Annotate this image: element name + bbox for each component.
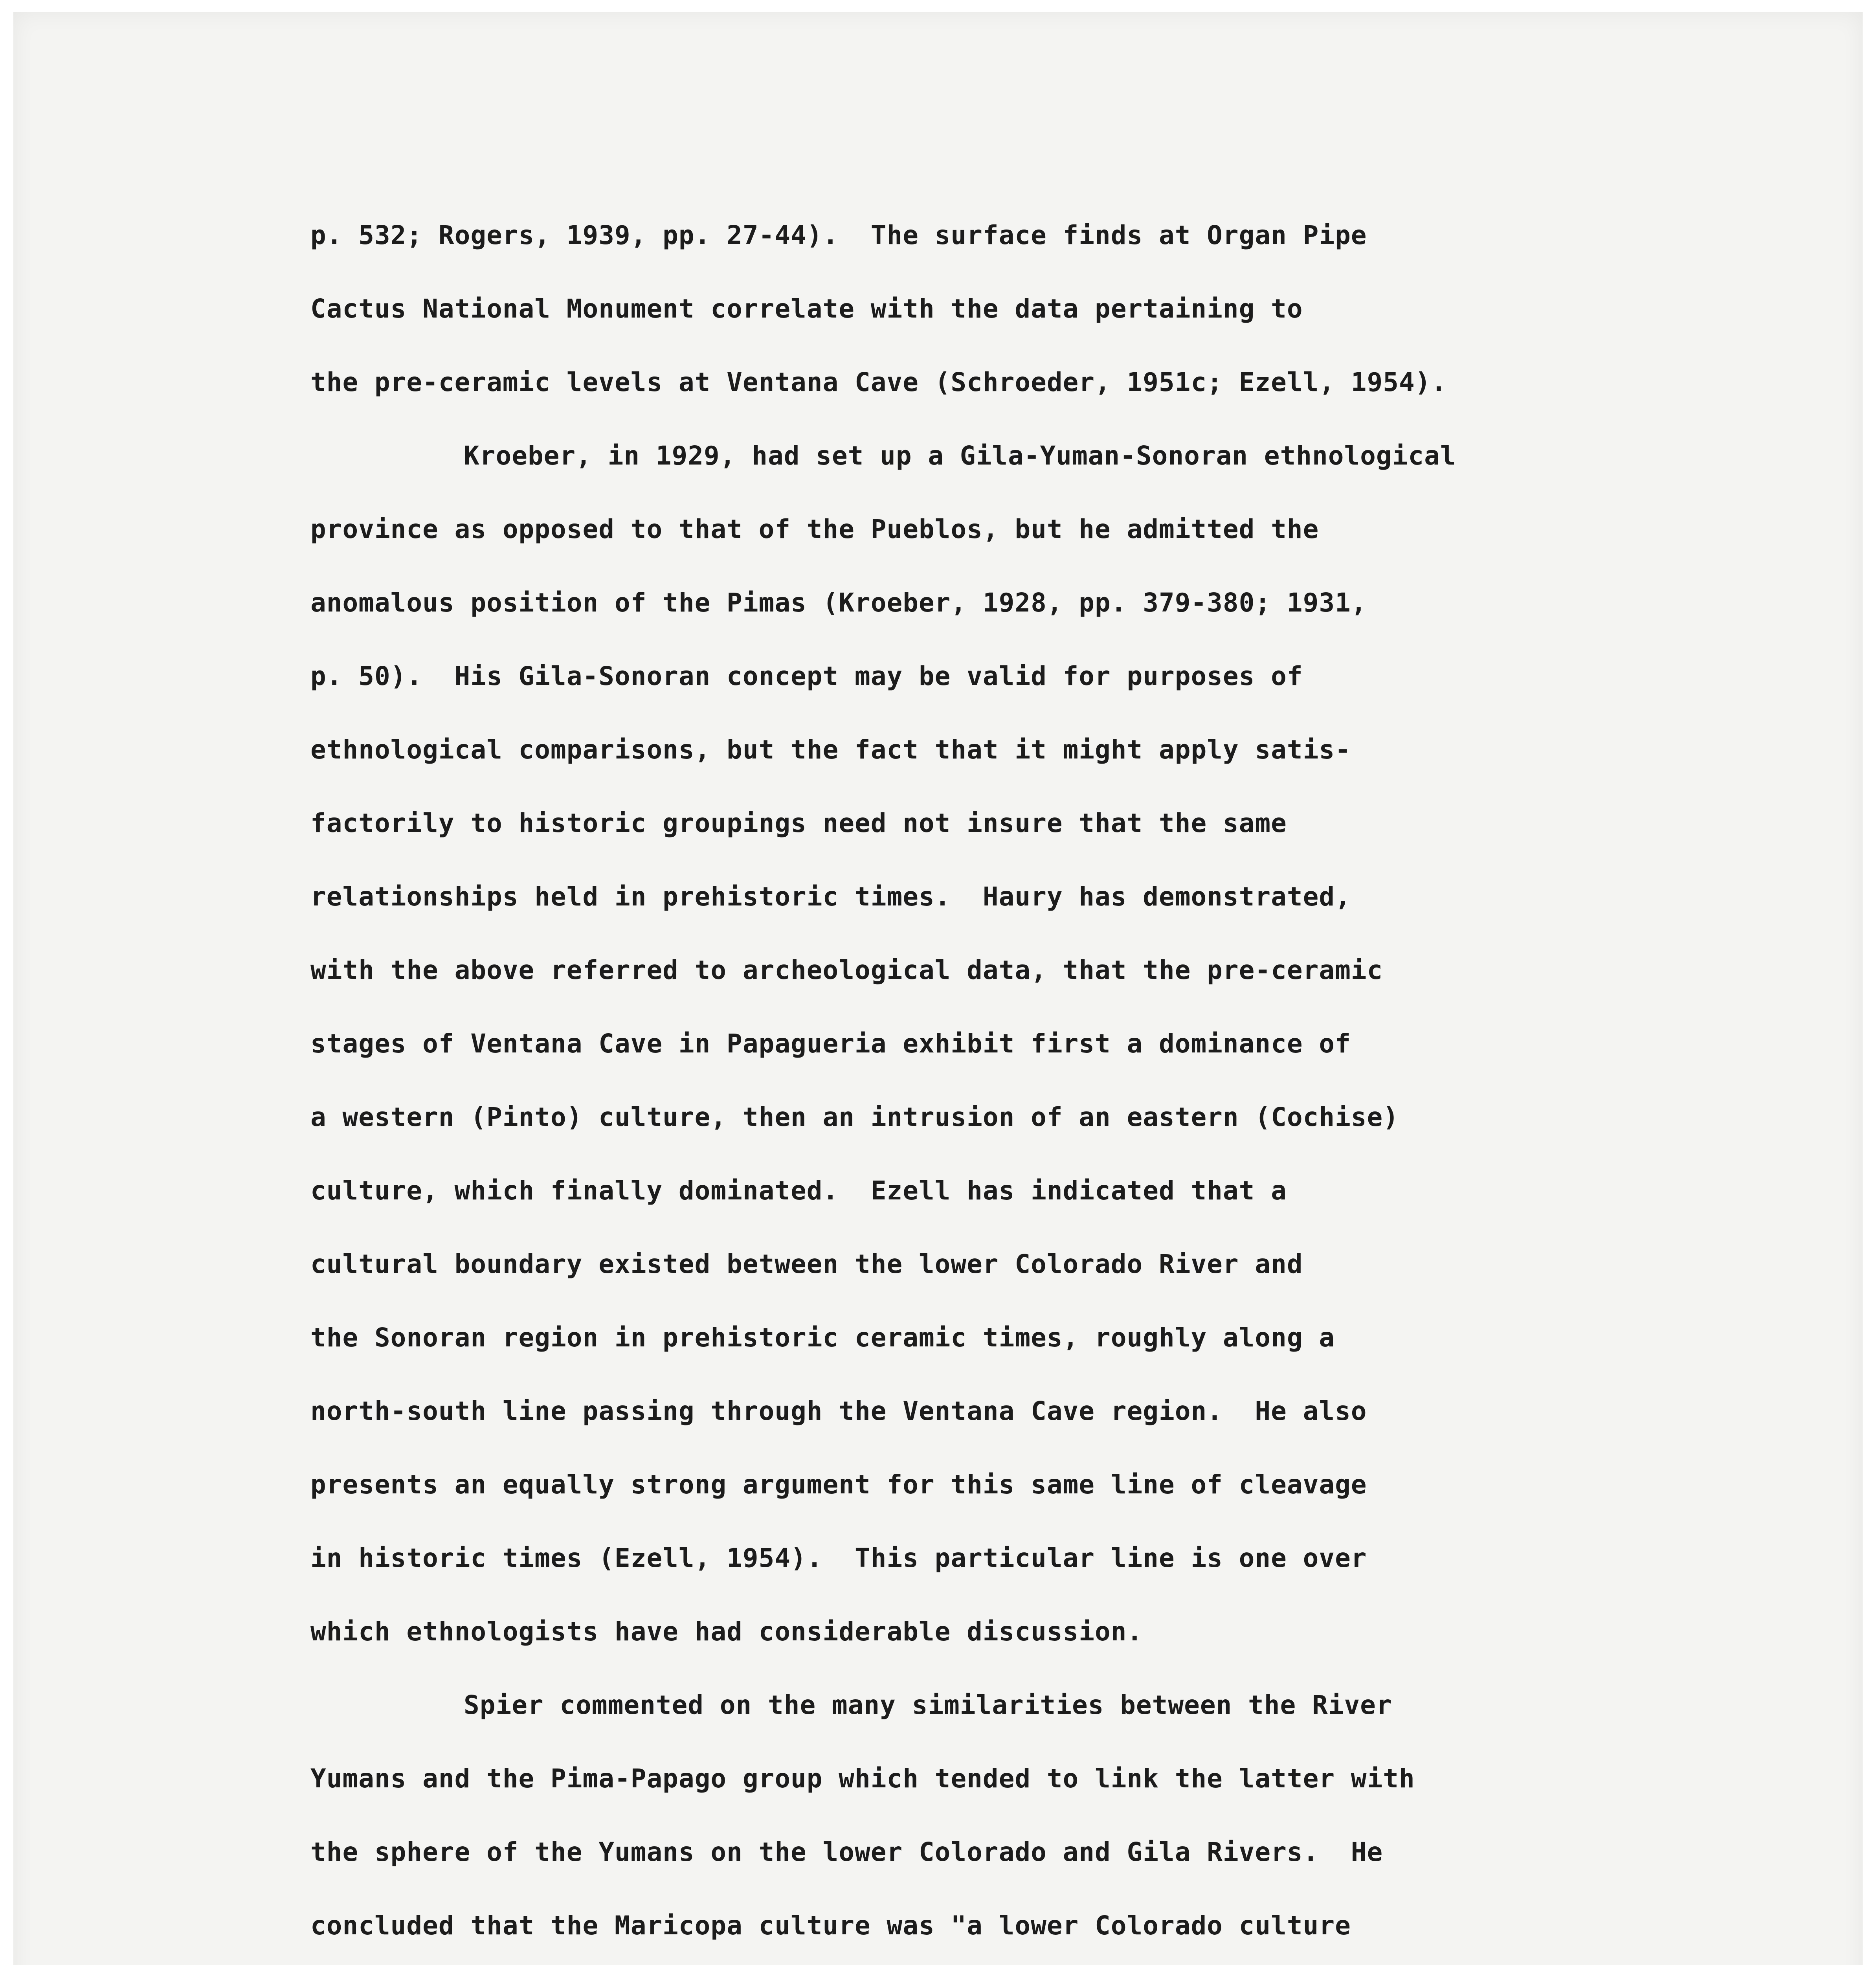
text-line: relationships held in prehistoric times. Haury has demonstrated,	[310, 881, 1351, 912]
text-line: cultural boundary existed between the lower Colorado River and	[310, 1249, 1303, 1279]
text-line: north-south line passing through the Ventana Cave region. He also	[310, 1396, 1367, 1426]
text-line: p. 532; Rogers, 1939, pp. 27-44). The surface finds at Organ Pipe	[310, 220, 1367, 250]
paragraph-start-line: Spier commented on the many similarities between the River	[464, 1690, 1392, 1720]
text-line: which ethnologists have had considerable discussion.	[310, 1616, 1143, 1647]
text-line: factorily to historic groupings need not insure that the same	[310, 808, 1287, 838]
text-line: presents an equally strong argument for this same line of cleavage	[310, 1469, 1367, 1500]
text-line: in historic times (Ezell, 1954). This particular line is one over	[310, 1543, 1367, 1573]
text-line: ethnological comparisons, but the fact that it might apply satis-	[310, 735, 1351, 765]
text-line: Cactus National Monument correlate with the data pertaining to	[310, 294, 1303, 324]
text-line: Yumans and the Pima-Papago group which tended to link the latter with	[310, 1763, 1415, 1794]
text-line	[310, 1962, 1654, 1965]
text-line: the sphere of the Yumans on the lower Colorado and Gila Rivers. He	[310, 1837, 1383, 1867]
text-line: p. 50). His Gila-Sonoran concept may be valid for purposes of	[310, 661, 1303, 691]
text-line: culture, which finally dominated. Ezell has indicated that a	[310, 1175, 1287, 1206]
text-line: stages of Ventana Cave in Papagueria exhibit first a dominance of	[310, 1028, 1351, 1059]
text-line: anomalous position of the Pimas (Kroeber, 1928, pp. 379-380; 1931,	[310, 588, 1367, 618]
text-line: province as opposed to that of the Pueblos, but he admitted the	[310, 514, 1319, 544]
text-line: concluded that the Maricopa culture was "a lower Colorado culture	[310, 1910, 1351, 1941]
body-text	[310, 198, 1654, 1965]
text-line: the pre-ceramic levels at Ventana Cave (Schroeder, 1951c; Ezell, 1954).	[310, 367, 1447, 397]
paragraph-start-line: Kroeber, in 1929, had set up a Gila-Yuman-Sonoran ethnological	[464, 441, 1456, 471]
text-line: the Sonoran region in prehistoric ceramic times, roughly along a	[310, 1322, 1335, 1353]
text-line: with the above referred to archeological data, that the pre-ceramic	[310, 955, 1383, 985]
text-line: a western (Pinto) culture, then an intrusion of an eastern (Cochise)	[310, 1102, 1399, 1132]
